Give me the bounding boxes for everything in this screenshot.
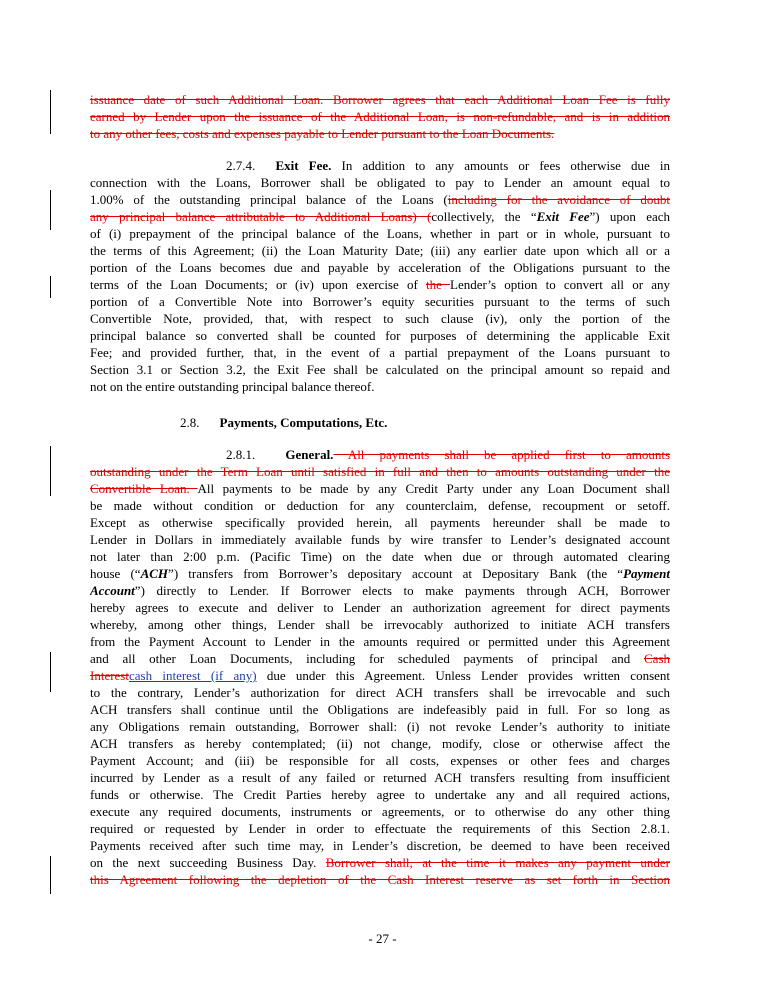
body-line: ACH transfers shall continue until the Obligations are indefeasibly paid in full. For so long as [90, 702, 670, 717]
deleted-text: any principal balance attributable to Additional Loans) ( [90, 209, 432, 224]
body-line: ACH transfers as hereby contemplated; (ii) not change, modify, close or otherwise affect the [90, 736, 670, 751]
defined-term: Payment [623, 566, 670, 581]
general-heading-line [226, 446, 670, 463]
body-line: terms of the Loan Documents; or (iv) upon exercise of the Lender’s option to convert all or any [90, 277, 670, 292]
body-line: execute any required documents, instruments or agreements, or to otherwise do any other thing [90, 804, 670, 819]
body-line: the terms of this Agreement; (ii) the Loan Maturity Date; (iii) any earlier date upon which all or a [90, 243, 670, 258]
body-line: and all other Loan Documents, including for scheduled payments of principal and Cash [90, 651, 670, 666]
body-line: Interestcash interest (if any) due under this Agreement. Unless Lender provides written consent [90, 668, 670, 683]
section-heading [180, 414, 480, 431]
inserted-text: cash interest (if any) [128, 668, 257, 683]
section-number: 2.8. [180, 415, 200, 430]
body-line: not later than 2:00 p.m. (Pacific Time) on the date when due or through automated clearing [90, 549, 670, 564]
body-line: outstanding under the Term Loan until satisfied in full and then to amounts outstanding under the [90, 464, 670, 479]
change-bar [50, 90, 51, 134]
body-line: required or requested by Lender in order to effectuate the requirements of this Section 2.8.1. [90, 821, 670, 836]
body-line: of (i) prepayment of the principal balance of the Loans, whether in part or in whole, pursuant to [90, 226, 670, 241]
body-line: Account”) directly to Lender. If Borrower elects to make payments through ACH, Borrower [90, 583, 670, 598]
deleted-text: including for the avoidance of doubt [447, 192, 670, 207]
body-line: Section 3.1 or Section 3.2, the Exit Fee shall be calculated on the principal amount so repaid and [90, 362, 670, 377]
body-line: on the next succeeding Business Day. Borrower shall, at the time it makes any payment under [90, 855, 670, 870]
body-line: whereby, among other things, Lender shall be irrevocably authorized to initiate ACH transfers [90, 617, 670, 632]
body-line: any Obligations remain outstanding, Borrower shall: (i) not revoke Lender’s authority to initiate [90, 719, 670, 734]
deleted-text: the [425, 277, 451, 292]
body-line: portion of the Loans becomes due and payable by acceleration of the Obligations pursuant to the [90, 260, 670, 275]
change-bar [50, 190, 51, 230]
defined-term: Account [90, 583, 135, 598]
body-line: to any other fees, costs and expenses payable to Lender pursuant to the Loan Documents. [90, 126, 555, 141]
body-line: Fee; and provided further, that, in the event of a partial prepayment of the Loans pursuant to [90, 345, 670, 360]
change-bar [50, 856, 51, 894]
body-line: house (“ACH”) transfers from Borrower’s depositary account at Depositary Bank (the “Payment [90, 566, 670, 581]
body-line: hereby agrees to execute and deliver to Lender an authorization agreement for direct payments [90, 600, 670, 615]
body-line: 1.00% of the outstanding principal balance of the Loans (including for the avoidance of doubt [90, 192, 670, 207]
body-line: portion of a Convertible Note into Borrower’s equity securities pursuant to the terms of such [90, 294, 670, 309]
body-line: Payment Account; and (iii) be responsible for all costs, expenses or other fees and charges [90, 753, 670, 768]
section-title: Payments, Computations, Etc. [219, 415, 388, 430]
section-number: 2.8.1. [226, 447, 256, 462]
body-line: connection with the Loans, Borrower shall be obligated to pay to Lender an amount equal to [90, 175, 670, 190]
body-line: not on the entire outstanding principal balance thereof. [90, 379, 375, 394]
deleted-text: Interest [90, 668, 129, 683]
exit-fee-heading-line: 2.7.4. Exit Fee. In addition to any amounts or fees otherwise due in [226, 158, 670, 173]
body-line: Convertible Loan. All payments to be made by any Credit Party under any Loan Document shall [90, 481, 670, 496]
body-line: this Agreement following the depletion of the Cash Interest reserve as set forth in Section [90, 872, 670, 887]
body-line: be made without condition or deduction for any counterclaim, defense, recoupment or setoff. [90, 498, 670, 513]
section-title: General. [285, 447, 334, 462]
body-line: any principal balance attributable to Additional Loans) (collectively, the “Exit Fee”) upon each [90, 209, 670, 224]
deleted-text: Borrower shall, at the time it makes any payment under [325, 855, 670, 870]
body-line: principal balance so converted shall be counted for purposes of determining the applicable Exit [90, 328, 670, 343]
deleted-text: Cash [644, 651, 670, 666]
body-line: from the Payment Account to Lender in the amounts required or permitted under this Agreement [90, 634, 670, 649]
defined-term: ACH [140, 566, 169, 581]
body-line: Convertible Note, provided, that, with respect to such clause (iv), only the portion of the [90, 311, 670, 326]
page-number: - 27 - [368, 931, 397, 946]
body-line: funds or otherwise. The Credit Parties hereby agree to undertake any and all required actions, [90, 787, 670, 802]
section-title: Exit Fee. [275, 158, 332, 173]
change-bar [50, 652, 51, 692]
change-bar [50, 446, 51, 496]
body-line: issuance date of such Additional Loan. Borrower agrees that each Additional Loan Fee is fully [90, 92, 670, 107]
body-line: Lender in Dollars in immediately available funds by wire transfer to Lender’s designated account [90, 532, 670, 547]
deleted-text: Convertible Loan. [90, 481, 198, 496]
change-bar [50, 276, 51, 298]
body-line: Except as otherwise specifically provided herein, all payments hereunder shall be made to [90, 515, 670, 530]
body-line: earned by Lender upon the issuance of the Additional Loan, is non-refundable, and is in addition [90, 109, 670, 124]
body-line: incurred by Lender as a result of any failed or returned ACH transfers resulting from insufficient [90, 770, 670, 785]
body-line: to the contrary, Lender’s authorization for direct ACH transfers shall be irrevocable and such [90, 685, 670, 700]
section-number: 2.7.4. [226, 158, 256, 173]
defined-term: Exit Fee [536, 209, 590, 224]
deleted-text: All payments shall be applied first to amounts [333, 447, 670, 462]
body-line: Payments received after such time may, in Lender’s discretion, be deemed to have been received [90, 838, 670, 853]
